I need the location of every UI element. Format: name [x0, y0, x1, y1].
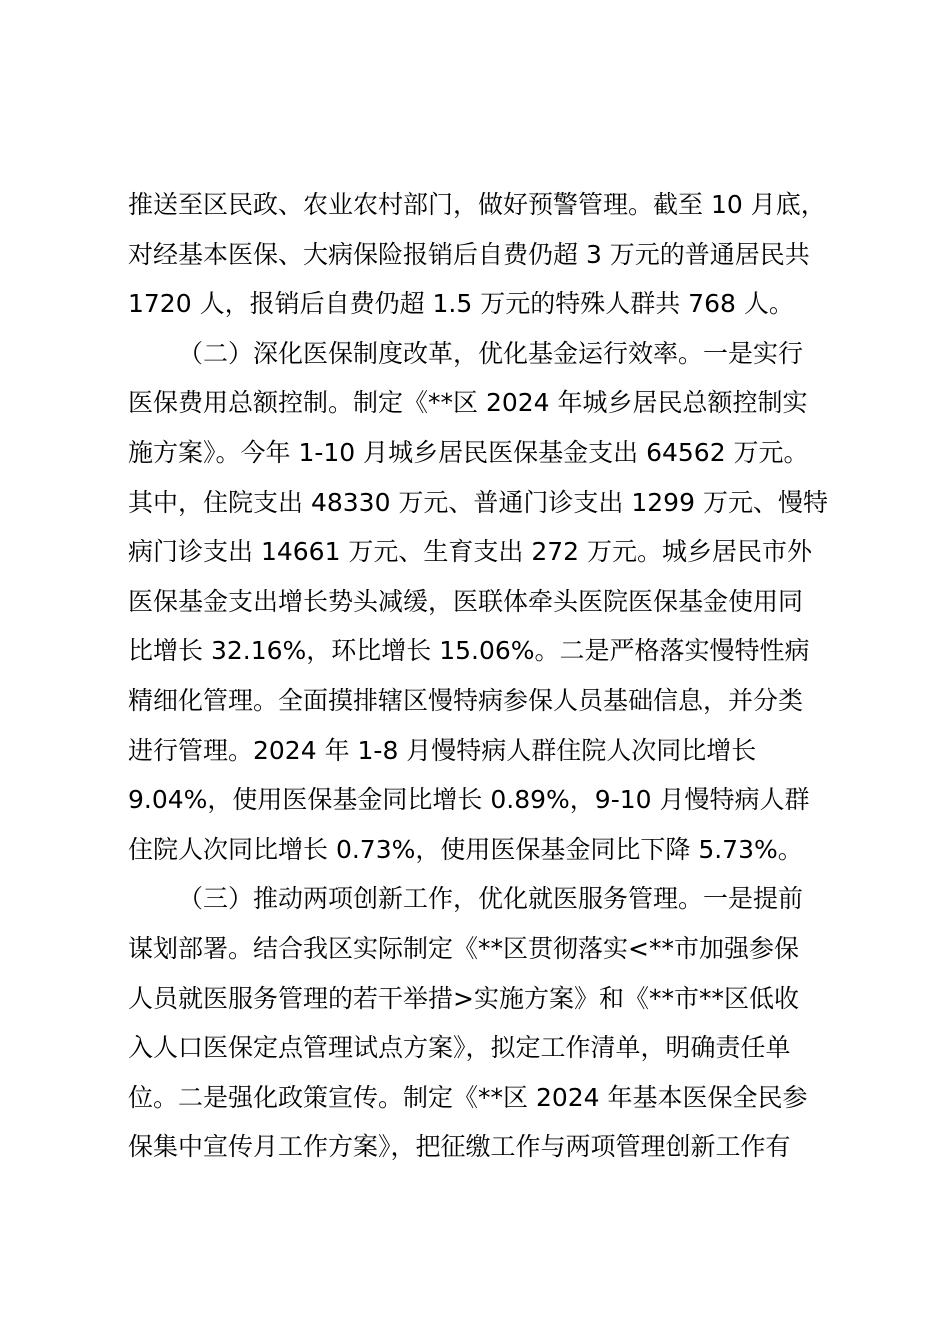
section-heading-line: （二）深化医保制度改革，优化基金运行效率。一是实行 — [178, 338, 804, 368]
text-line: 医保费用总额控制。制定《**区 2024 年城乡居民总额控制实 — [128, 388, 808, 418]
text-line: 其中，住院支出 48330 万元、普通门诊支出 1299 万元、慢特 — [128, 487, 828, 517]
text-line: 施方案》。今年 1-10 月城乡居民医保基金支出 64562 万元。 — [128, 437, 809, 467]
text-line: 人员就医服务管理的若干举措>实施方案》和《**市**区低收 — [128, 983, 799, 1013]
text-line: 保集中宣传月工作方案》，把征缴工作与两项管理创新工作有 — [128, 1132, 791, 1162]
text-line: 入人口医保定点管理试点方案》，拟定工作清单，明确责任单 — [128, 1033, 791, 1063]
text-line: 医保基金支出增长势头减缓，医联体牵头医院医保基金使用同 — [128, 586, 804, 616]
text-line: 对经基本医保、大病保险报销后自费仍超 3 万元的普通居民共 — [128, 239, 810, 269]
text-line: 9.04%，使用医保基金同比增长 0.89%，9-10 月慢特病人群 — [128, 785, 810, 815]
text-line: 谋划部署。结合我区实际制定《**区贯彻落实<**市加强参保 — [128, 933, 799, 963]
section-heading-line: （三）推动两项创新工作，优化就医服务管理。一是提前 — [178, 884, 804, 914]
text-line: 推送至区民政、农业农村部门，做好预警管理。截至 10 月底， — [128, 190, 826, 219]
text-line: 比增长 32.16%，环比增长 15.06%。二是严格落实慢特性病 — [128, 636, 810, 666]
body-text — [128, 180, 838, 1172]
text-line: 住院人次同比增长 0.73%，使用医保基金同比下降 5.73%。 — [128, 834, 803, 864]
text-line: 精细化管理。全面摸排辖区慢特病参保人员基础信息，并分类 — [128, 685, 804, 715]
text-line: 1720 人，报销后自费仍超 1.5 万元的特殊人群共 768 人。 — [128, 289, 794, 319]
text-line: 病门诊支出 14661 万元、生育支出 272 万元。城乡居民市外 — [128, 537, 813, 567]
text-line: 进行管理。2024 年 1-8 月慢特病人群住院人次同比增长 — [128, 735, 757, 765]
text-line: 位。二是强化政策宣传。制定《**区 2024 年基本医保全民参 — [128, 1082, 808, 1112]
